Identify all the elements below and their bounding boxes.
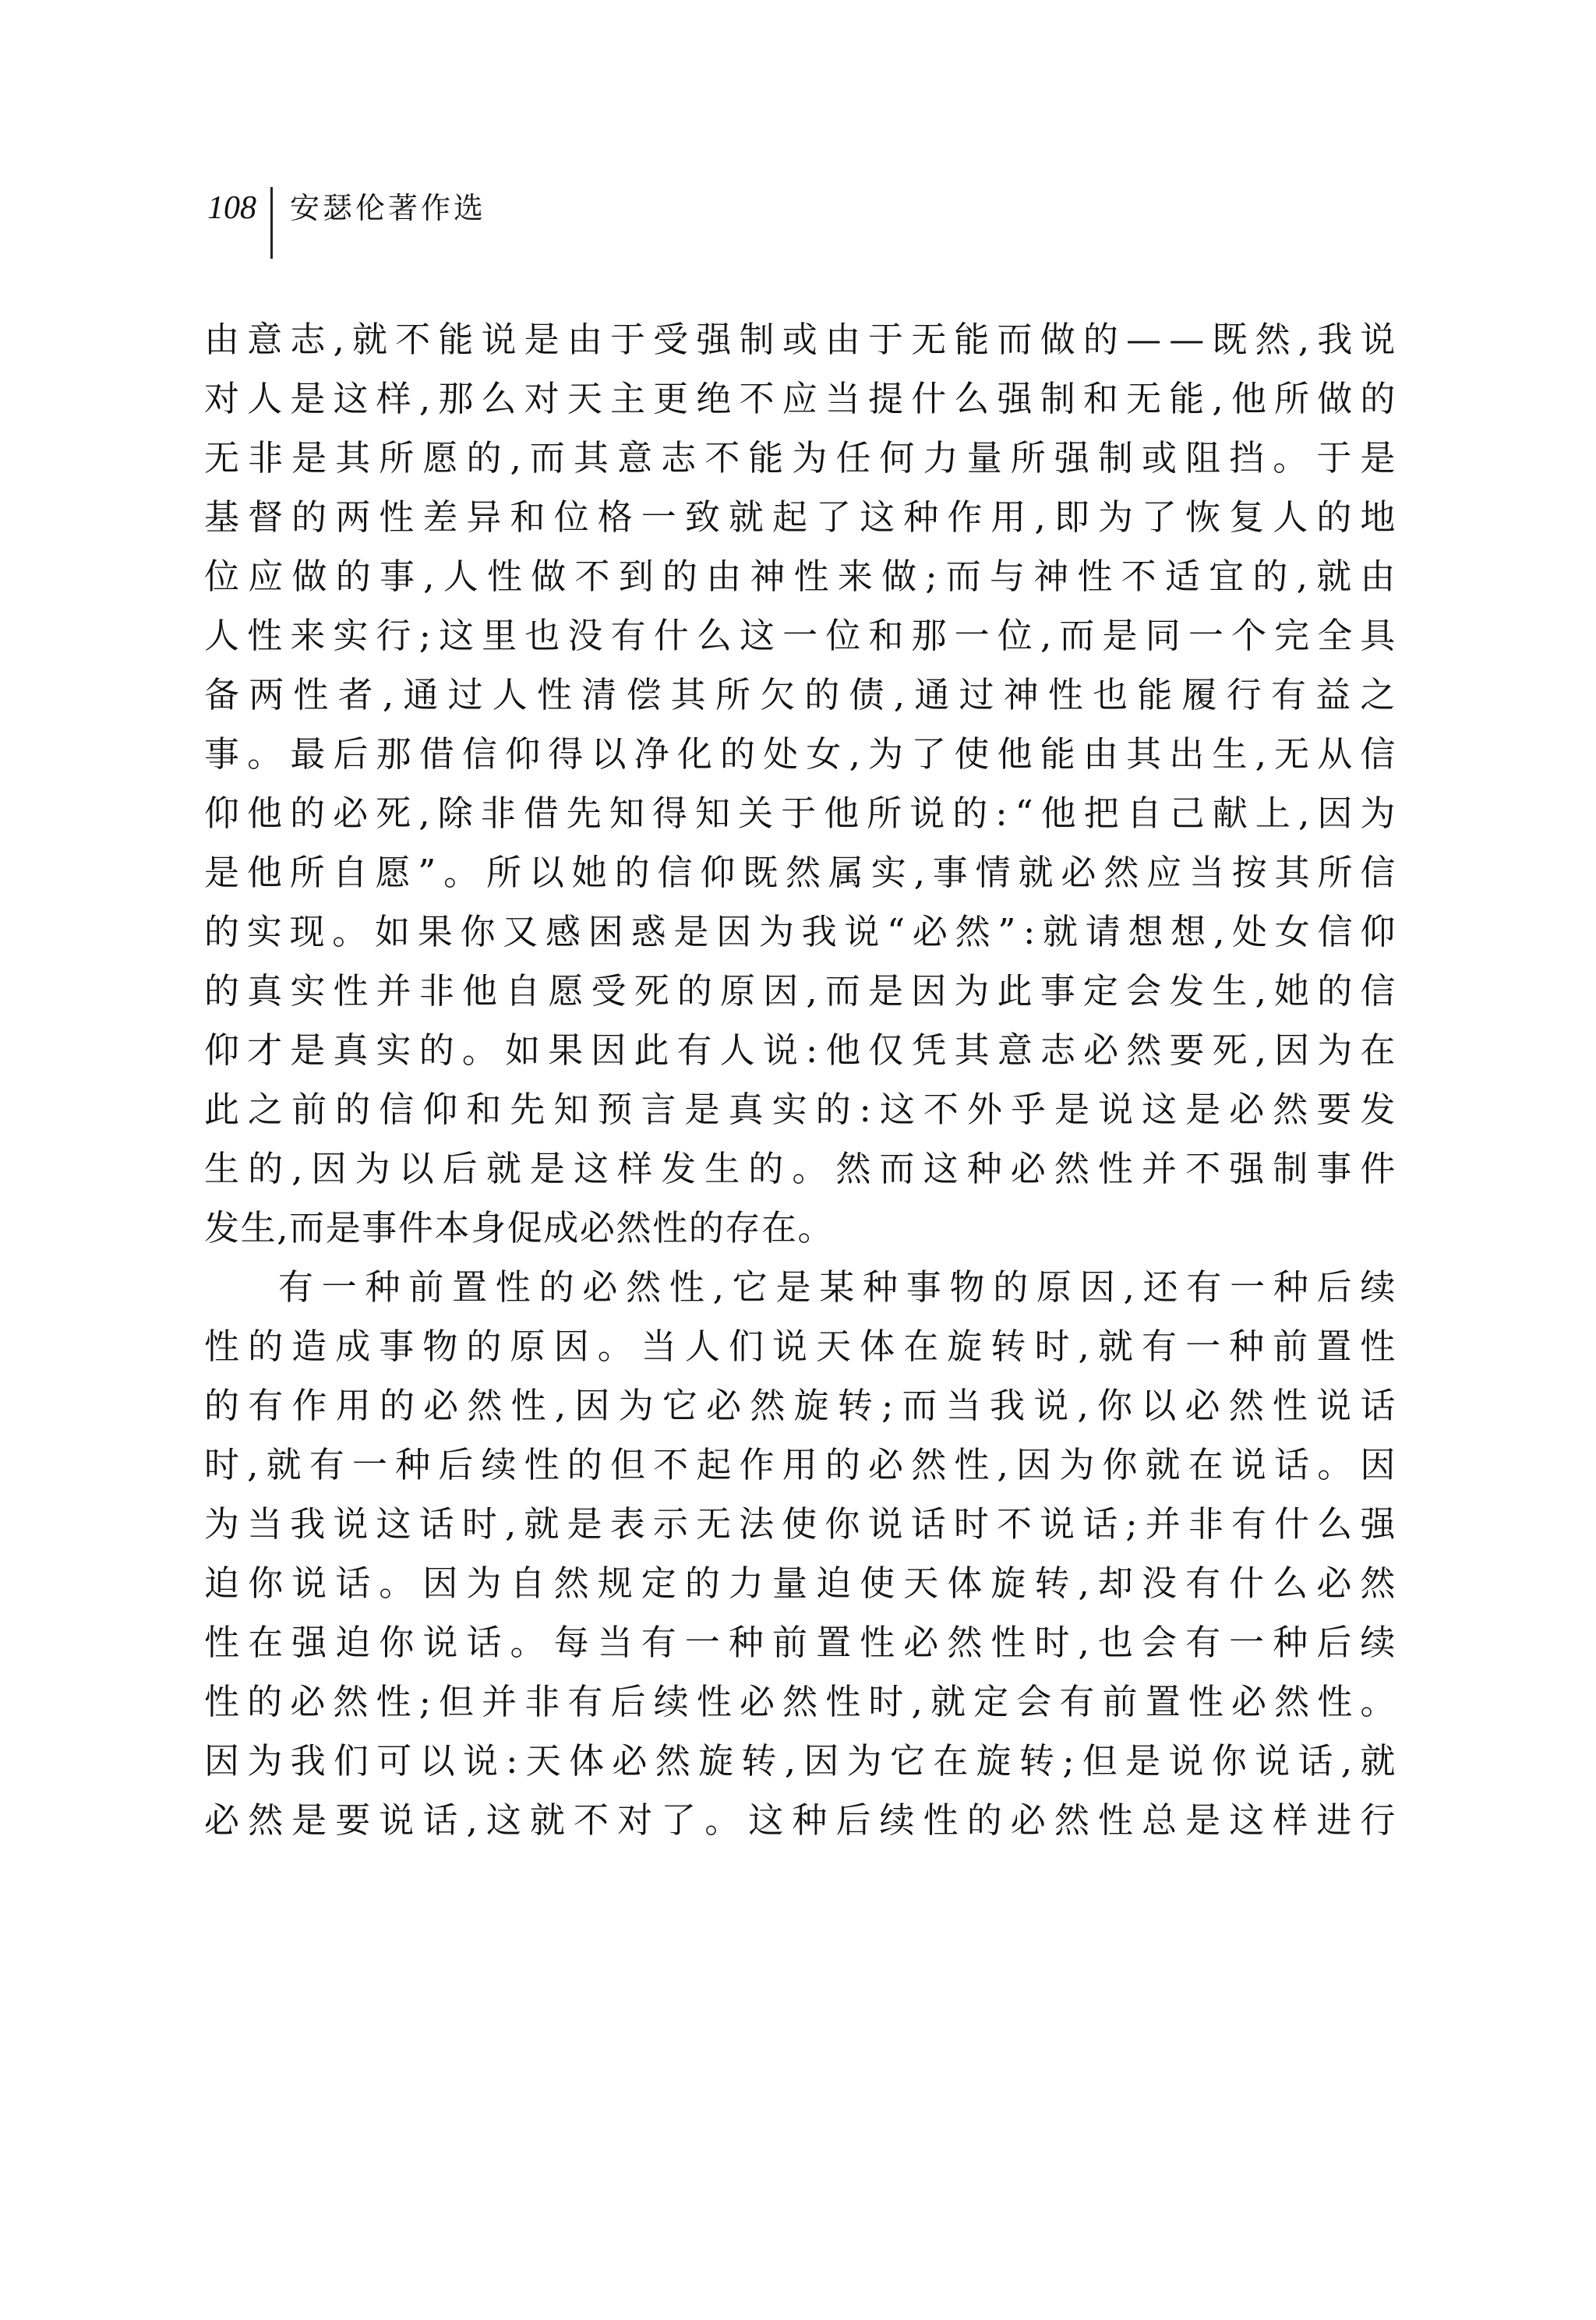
text-line: 发生,而是事件本身促成必然性的存在。	[204, 1207, 835, 1248]
text-line: 因为我们可以说:天体必然旋转,因为它在旋转;但是说你说话,就	[204, 1740, 1404, 1781]
text-line: 性在强迫你说话。每当有一种前置性必然性时,也会有一种后续	[204, 1622, 1404, 1663]
text-line: 生的,因为以后就是这样发生的。然而这种必然性并不强制事件	[204, 1148, 1404, 1189]
text-line: 性的造成事物的原因。当人们说天体在旋转时,就有一种前置性	[204, 1326, 1404, 1367]
paragraph-first-line: 有一种前置性的必然性,它是某种事物的原因,还有一种后续	[278, 1266, 1404, 1308]
text-line: 的真实性并非他自愿受死的原因,而是因为此事定会发生,她的信	[204, 970, 1404, 1012]
text-line: 基督的两性差异和位格一致就起了这种作用,即为了恢复人的地	[204, 496, 1404, 538]
page-number: 108	[207, 190, 256, 226]
body-text	[204, 310, 1405, 1850]
text-line: 仰才是真实的。如果因此有人说:他仅凭其意志必然要死,因为在	[204, 1029, 1404, 1071]
text-line: 迫你说话。因为自然规定的力量迫使天体旋转,却没有什么必然	[204, 1563, 1404, 1604]
text-line: 由意志,就不能说是由于受强制或由于无能而做的——既然,我说	[204, 319, 1404, 360]
text-line: 位应做的事,人性做不到的由神性来做;而与神性不适宜的,就由	[204, 556, 1404, 597]
text-line: 的实现。如果你又感困惑是因为我说“必然”:就请想想,处女信仰	[204, 911, 1404, 952]
text-line: 人性来实行;这里也没有什么这一位和那一位,而是同一个完全具	[204, 615, 1404, 656]
text-line: 对人是这样,那么对天主更绝不应当提什么强制和无能,他所做的	[204, 378, 1404, 419]
text-line: 为当我说这话时,就是表示无法使你说话时不说话;并非有什么强	[204, 1503, 1404, 1545]
text-line: 的有作用的必然性,因为它必然旋转;而当我说,你以必然性说话	[204, 1385, 1404, 1426]
text-line: 性的必然性;但并非有后续性必然性时,就定会有前置性必然性。	[204, 1681, 1404, 1722]
running-head	[207, 185, 486, 256]
text-line: 仰他的必死,除非借先知得知关于他所说的:“他把自己献上,因为	[204, 793, 1404, 834]
text-line: 事。最后那借信仰得以净化的处女,为了使他能由其出生,无从信	[204, 733, 1404, 775]
text-line: 无非是其所愿的,而其意志不能为任何力量所强制或阻挡。于是	[204, 437, 1404, 478]
text-line: 是他所自愿”。所以她的信仰既然属实,事情就必然应当按其所信	[204, 852, 1404, 893]
text-line: 必然是要说话,这就不对了。这种后续性的必然性总是这样进行	[204, 1799, 1404, 1841]
text-line: 此之前的信仰和先知预言是真实的:这不外乎是说这是必然要发	[204, 1089, 1404, 1130]
text-line: 时,就有一种后续性的但不起作用的必然性,因为你就在说话。因	[204, 1444, 1404, 1485]
book-title: 安瑟伦著作选	[290, 191, 487, 225]
text-line: 备两性者,通过人性清偿其所欠的债,通过神性也能履行有益之	[204, 674, 1405, 715]
